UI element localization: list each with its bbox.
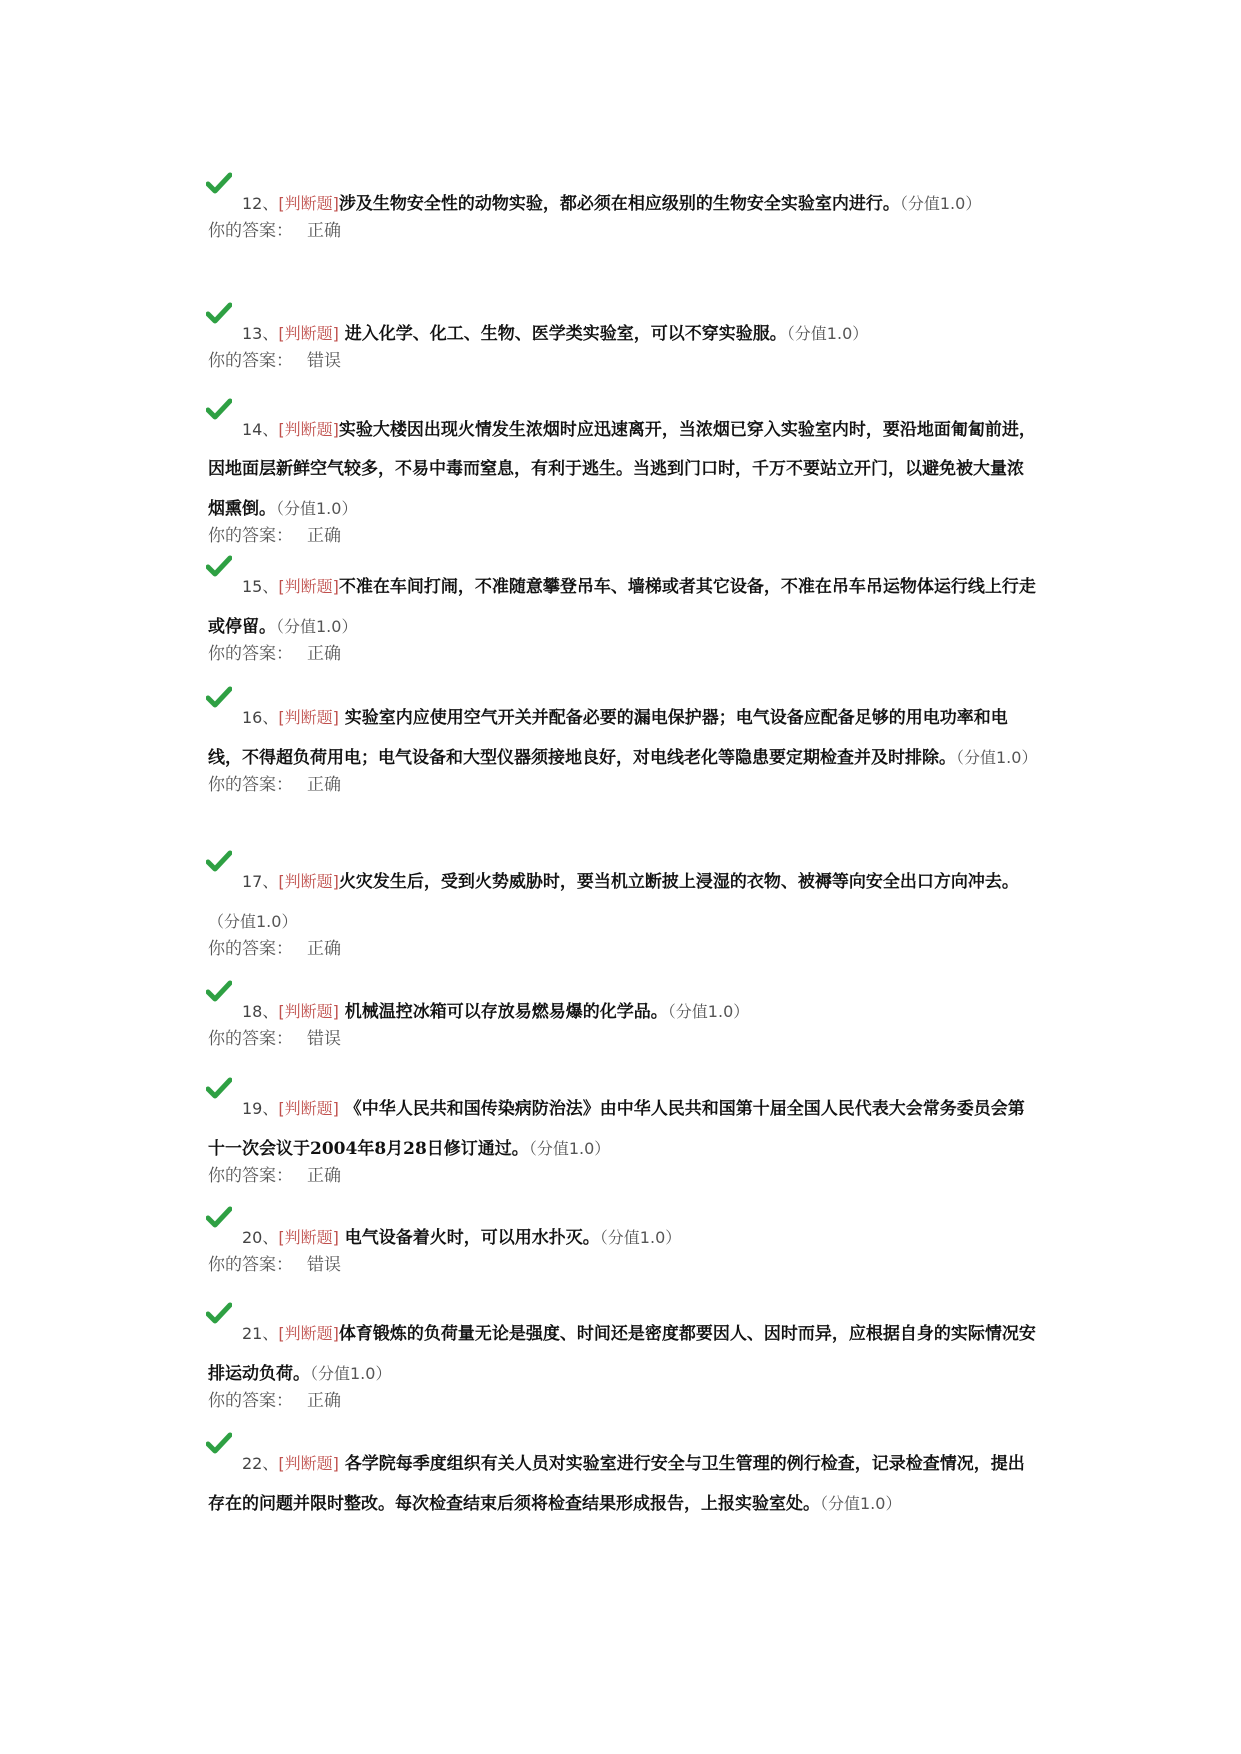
question-type: [判断题]: [278, 1454, 339, 1473]
answer-value: 正确: [307, 1391, 341, 1411]
question-number: 13、: [242, 324, 279, 343]
question-number: 20、: [242, 1228, 279, 1247]
question-type: [判断题]: [278, 577, 339, 596]
answer-label: 你的答案：: [208, 939, 293, 959]
answer-value: 正确: [307, 644, 341, 664]
question-13: [208, 314, 1038, 374]
question-type: [判断题]: [278, 1324, 339, 1343]
answer-label: 你的答案：: [208, 1166, 293, 1186]
question-number: 17、: [242, 872, 279, 891]
question-text: [208, 567, 1038, 647]
answer-line: [208, 523, 1038, 549]
question-body: 不准在车间打闹，不准随意攀登吊车、墙梯或者其它设备，不准在吊车吊运物体运行线上行走或停留。: [208, 577, 1036, 637]
question-score: （分值1.0）: [310, 1364, 392, 1383]
question-score: （分值1.0）: [528, 1139, 611, 1158]
question-12: [208, 184, 1038, 244]
question-number: 12、: [242, 194, 279, 213]
question-text: [208, 1314, 1038, 1394]
question-text: [208, 1444, 1038, 1524]
question-body: 电气设备着火时，可以用水扑灭。: [338, 1228, 600, 1248]
answer-label: 你的答案：: [208, 351, 293, 371]
question-body: 进入化学、化工、生物、医学类实验室，可以不穿实验服。: [338, 324, 787, 344]
check-icon: [206, 302, 232, 324]
question-type: [判断题]: [278, 1228, 339, 1247]
answer-value: 正确: [307, 221, 341, 241]
question-19: [208, 1089, 1038, 1189]
question-body: 体育锻炼的负荷量无论是强度、时间还是密度都要因人、因时而异，应根据自身的实际情况安排运动负荷。: [208, 1324, 1036, 1384]
question-score: （分值1.0）: [899, 194, 982, 213]
question-type: [判断题]: [278, 420, 339, 439]
question-type: [判断题]: [278, 872, 339, 891]
answer-label: 你的答案：: [208, 1255, 293, 1275]
answer-label: 你的答案：: [208, 1391, 293, 1411]
question-number: 15、: [242, 577, 279, 596]
answer-label: 你的答案：: [208, 526, 293, 546]
question-number: 19、: [242, 1099, 279, 1118]
check-icon: [206, 1206, 232, 1228]
question-type: [判断题]: [278, 1002, 339, 1021]
question-22: [208, 1444, 1038, 1524]
question-17: [208, 862, 1038, 962]
question-body: 机械温控冰箱可以存放易燃易爆的化学品。: [338, 1002, 668, 1022]
answer-line: [208, 1388, 1038, 1414]
question-score: （分值1.0）: [956, 748, 1038, 767]
answer-label: 你的答案：: [208, 644, 293, 664]
answer-line: [208, 936, 1038, 962]
question-number: 16、: [242, 708, 279, 727]
question-number: 21、: [242, 1324, 279, 1343]
check-icon: [206, 1077, 232, 1099]
check-icon: [206, 555, 232, 577]
question-body: 实验室内应使用空气开关并配备必要的漏电保护器；电气设备应配备足够的用电功率和电线，不得超负荷用电；电气设备和大型仪器须接地良好，对电线老化等隐患要定期检查并及时排除。: [208, 708, 1008, 768]
check-icon: [206, 980, 232, 1002]
question-20: [208, 1218, 1038, 1278]
answer-label: 你的答案：: [208, 775, 293, 795]
question-body: 涉及生物安全性的动物实验，都必须在相应级别的生物安全实验室内进行。: [338, 194, 900, 214]
answer-value: 正确: [307, 1166, 341, 1186]
question-score: （分值1.0）: [786, 324, 869, 343]
question-16: [208, 698, 1038, 798]
check-icon: [206, 686, 232, 708]
question-14: [208, 410, 1038, 549]
question-body: 各学院每季度组织有关人员对实验室进行安全与卫生管理的例行检查，记录检查情况，提出存在的问题并限时整改。每次检查结束后须将检查结果形成报告，上报实验室处。: [208, 1454, 1025, 1514]
question-type: [判断题]: [278, 194, 339, 213]
question-number: 22、: [242, 1454, 279, 1473]
answer-value: 正确: [307, 939, 341, 959]
question-type: [判断题]: [278, 324, 339, 343]
question-score: （分值1.0）: [820, 1494, 902, 1513]
question-text: [208, 410, 1038, 529]
answer-value: 错误: [307, 1029, 341, 1049]
answer-label: 你的答案：: [208, 1029, 293, 1049]
question-text: [208, 698, 1038, 778]
check-icon: [206, 1302, 232, 1324]
answer-value: 错误: [307, 1255, 341, 1275]
question-score: （分值1.0）: [276, 617, 358, 636]
question-body: 火灾发生后，受到火势威胁时，要当机立断披上浸湿的衣物、被褥等向安全出口方向冲去。: [338, 872, 1019, 892]
question-15: [208, 567, 1038, 667]
answer-value: 错误: [307, 351, 341, 371]
question-18: [208, 992, 1038, 1052]
check-icon: [206, 398, 232, 420]
check-icon: [206, 172, 232, 194]
check-icon: [206, 1432, 232, 1454]
answer-line: [208, 1163, 1038, 1189]
question-score: （分值1.0）: [599, 1228, 682, 1247]
question-text: [208, 862, 1038, 942]
question-type: [判断题]: [278, 708, 339, 727]
question-body: 实验大楼因出现火情发生浓烟时应迅速离开，当浓烟已穿入实验室内时，要沿地面匍匐前进，因地面层新鲜空气较多，不易中毒而窒息，有利于逃生。当逃到门口时，千万不要站立开门，以避免被大量浓烟熏倒。: [208, 420, 1036, 519]
question-21: [208, 1314, 1038, 1414]
question-score: （分值1.0）: [208, 912, 298, 931]
check-icon: [206, 850, 232, 872]
question-body: 《中华人民共和国传染病防治法》由中华人民共和国第十届全国人民代表大会常务委员会第十一次会议于2004年8月28日修订通过。: [208, 1099, 1025, 1159]
answer-value: 正确: [307, 526, 341, 546]
question-text: [208, 1089, 1038, 1169]
question-type: [判断题]: [278, 1099, 339, 1118]
question-number: 14、: [242, 420, 279, 439]
question-score: （分值1.0）: [276, 499, 358, 518]
question-number: 18、: [242, 1002, 279, 1021]
answer-label: 你的答案：: [208, 221, 293, 241]
answer-value: 正确: [307, 775, 341, 795]
question-score: （分值1.0）: [667, 1002, 750, 1021]
answer-line: [208, 641, 1038, 667]
